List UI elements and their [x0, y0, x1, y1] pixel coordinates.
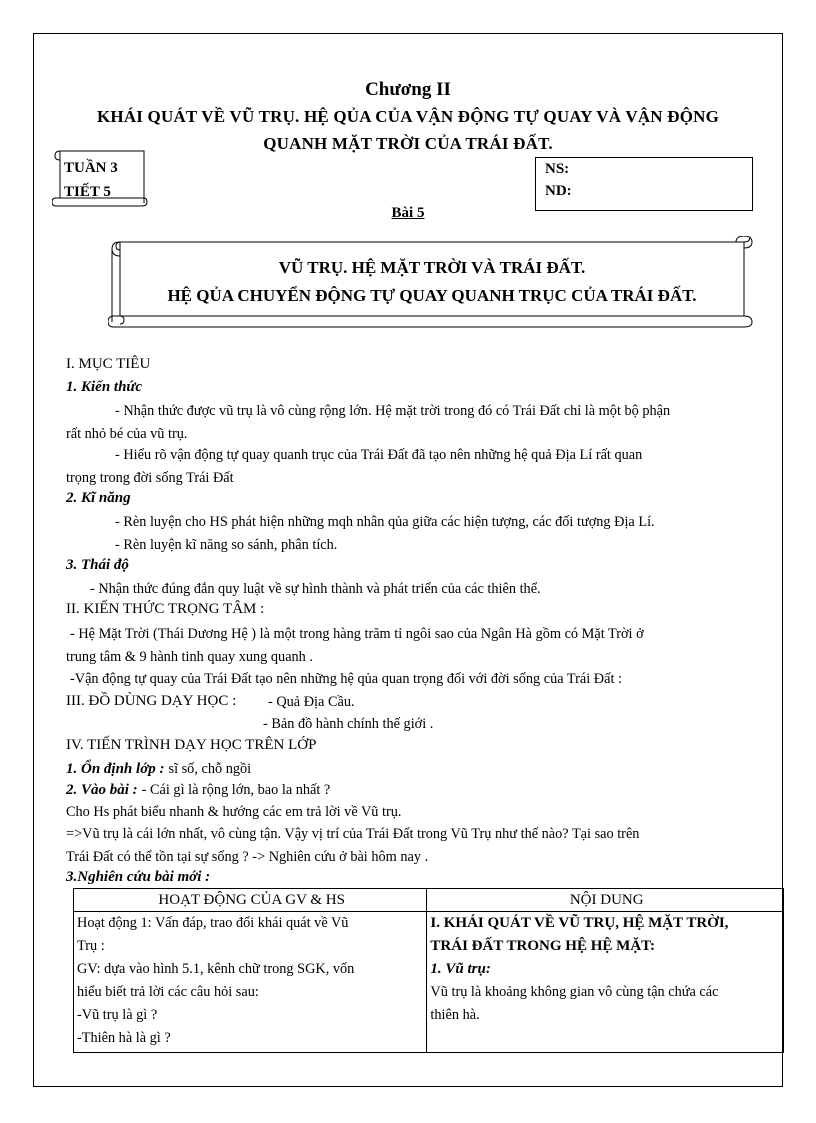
content-line-1: Vũ trụ là khoảng không gian vô cùng tận chứa các — [430, 984, 719, 1000]
lesson-label: Bài 5 — [391, 205, 425, 221]
period-label: TIẾT 5 — [64, 184, 111, 200]
skills-heading: 2. Kĩ năng — [66, 490, 131, 506]
skills-line-1: - Rèn luyện cho HS phát hiện những mqh nhân qủa giữa các hiện tượng, các đối tượng Địa Lí. — [115, 514, 655, 530]
content-heading-2: TRÁI ĐẤT TRONG HỆ HỆ MẶT: — [430, 938, 656, 954]
skills-line-2: - Rèn luyện kĩ năng so sánh, phân tích. — [115, 537, 338, 553]
activity-line: GV: dựa vào hình 5.1, kênh chữ trong SGK, vốn — [77, 961, 355, 977]
table-row — [74, 912, 784, 1053]
knowledge-line-2a: - Hiểu rõ vận động tự quay quanh trục của Trái Đất đã tạo nên những hệ quả Địa Lí rất quan — [115, 447, 643, 463]
stabilize-line — [66, 760, 251, 778]
key-knowledge-line-2: -Vận động tự quay của Trái Đất tạo nên những hệ qủa quan trọng đối với đời sống của Trái Đất : — [70, 671, 622, 687]
lesson-title-line-1: VŨ TRỤ. HỆ MẶT TRỜI VÀ TRÁI ĐẤT. — [278, 258, 586, 277]
key-knowledge-heading: II. KIẾN THỨC TRỌNG TÂM : — [66, 601, 265, 617]
intro-text: - Cái gì là rộng lớn, bao la nhất ? — [141, 782, 331, 798]
content-subheading: 1. Vũ trụ: — [430, 961, 491, 977]
knowledge-heading: 1. Kiến thức — [66, 379, 143, 395]
week-label: TUẦN 3 — [64, 160, 118, 176]
stabilize-label: 1. Ổn định lớp : — [66, 761, 165, 777]
attitude-heading: 3. Thái độ — [66, 557, 129, 573]
activity-line: -Vũ trụ là gì ? — [77, 1007, 158, 1023]
materials-heading: III. ĐỒ DÙNG DẠY HỌC : — [66, 693, 237, 709]
nd-label: ND: — [545, 183, 572, 199]
intro-line — [66, 781, 330, 799]
ns-label: NS: — [545, 161, 570, 177]
materials-item-1: - Quả Địa Cầu. — [268, 694, 355, 710]
content-line-2: thiên hà. — [430, 1007, 480, 1023]
lesson-title-line-2: HỆ QỦA CHUYỂN ĐỘNG TỰ QUAY QUANH TRỤC CỦA TRÁI ĐẤT. — [167, 286, 697, 305]
col-content-header: NỘI DUNG — [427, 889, 784, 912]
intro-label: 2. Vào bài : — [66, 782, 138, 798]
knowledge-line-2b: trọng trong đời sống Trái Đất — [66, 470, 234, 486]
activity-line: hiểu biết trả lời các câu hỏi sau: — [77, 984, 259, 1000]
activity-table — [73, 888, 784, 1053]
activity-cell — [74, 912, 427, 1053]
lesson-title-scroll-frame — [108, 236, 756, 328]
chapter-title-line-2: QUANH MẶT TRỜI CỦA TRÁI ĐẤT. — [263, 134, 553, 153]
content-heading-1: I. KHÁI QUÁT VỀ VŨ TRỤ, HỆ MẶT TRỜI, — [430, 915, 729, 931]
objectives-heading: I. MỤC TIÊU — [66, 356, 151, 372]
knowledge-line-1a: - Nhận thức được vũ trụ là vô cùng rộng lớn. Hệ mặt trời trong đó có Trái Đất chỉ là một bộ phận — [115, 403, 671, 419]
chapter-title-line-1: KHÁI QUÁT VỀ VŨ TRỤ. HỆ QỦA CỦA VẬN ĐỘNG TỰ QUAY VÀ VẬN ĐỘNG — [96, 107, 720, 126]
activity-line: -Thiên hà là gì ? — [77, 1030, 171, 1046]
content-cell — [427, 912, 784, 1053]
chapter-label: Chương II — [365, 79, 451, 100]
materials-item-2: - Bản đồ hành chính thế giới . — [263, 716, 434, 732]
attitude-line-1: - Nhận thức đúng đắn quy luật về sự hình thành và phát triển của các thiên thể. — [90, 581, 541, 597]
process-heading: IV. TIẾN TRÌNH DẠY HỌC TRÊN LỚP — [66, 737, 317, 753]
table-header-row — [74, 889, 784, 912]
new-lesson-label: 3.Nghiên cứu bài mới : — [66, 869, 211, 885]
stabilize-text: sĩ số, chỗ ngồi — [168, 761, 252, 777]
knowledge-line-1b: rất nhỏ bé của vũ trụ. — [66, 426, 188, 442]
activity-line: Trụ : — [77, 938, 105, 954]
activity-line: Hoạt động 1: Vấn đáp, trao đổi khái quát về Vũ — [77, 915, 349, 931]
intro-line-2: Cho Hs phát biểu nhanh & hướng các em trả lời về Vũ trụ. — [66, 804, 402, 820]
key-knowledge-line-1b: trung tâm & 9 hành tinh quay xung quanh . — [66, 649, 313, 665]
intro-line-3: =>Vũ trụ là cái lớn nhất, vô cùng tận. Vậy vị trí của Trái Đất trong Vũ Trụ như thế nào? Tại sao trên — [66, 826, 640, 842]
key-knowledge-line-1a: - Hệ Mặt Trời (Thái Dương Hệ ) là một trong hàng trăm tỉ ngôi sao của Ngân Hà gồm có Mặt Trời ở — [70, 626, 644, 642]
intro-line-4: Trái Đất có thể tồn tại sự sống ? -> Nghiên cứu ở bài hôm nay . — [66, 849, 429, 865]
col-activity-header: HOẠT ĐỘNG CỦA GV & HS — [74, 889, 427, 912]
